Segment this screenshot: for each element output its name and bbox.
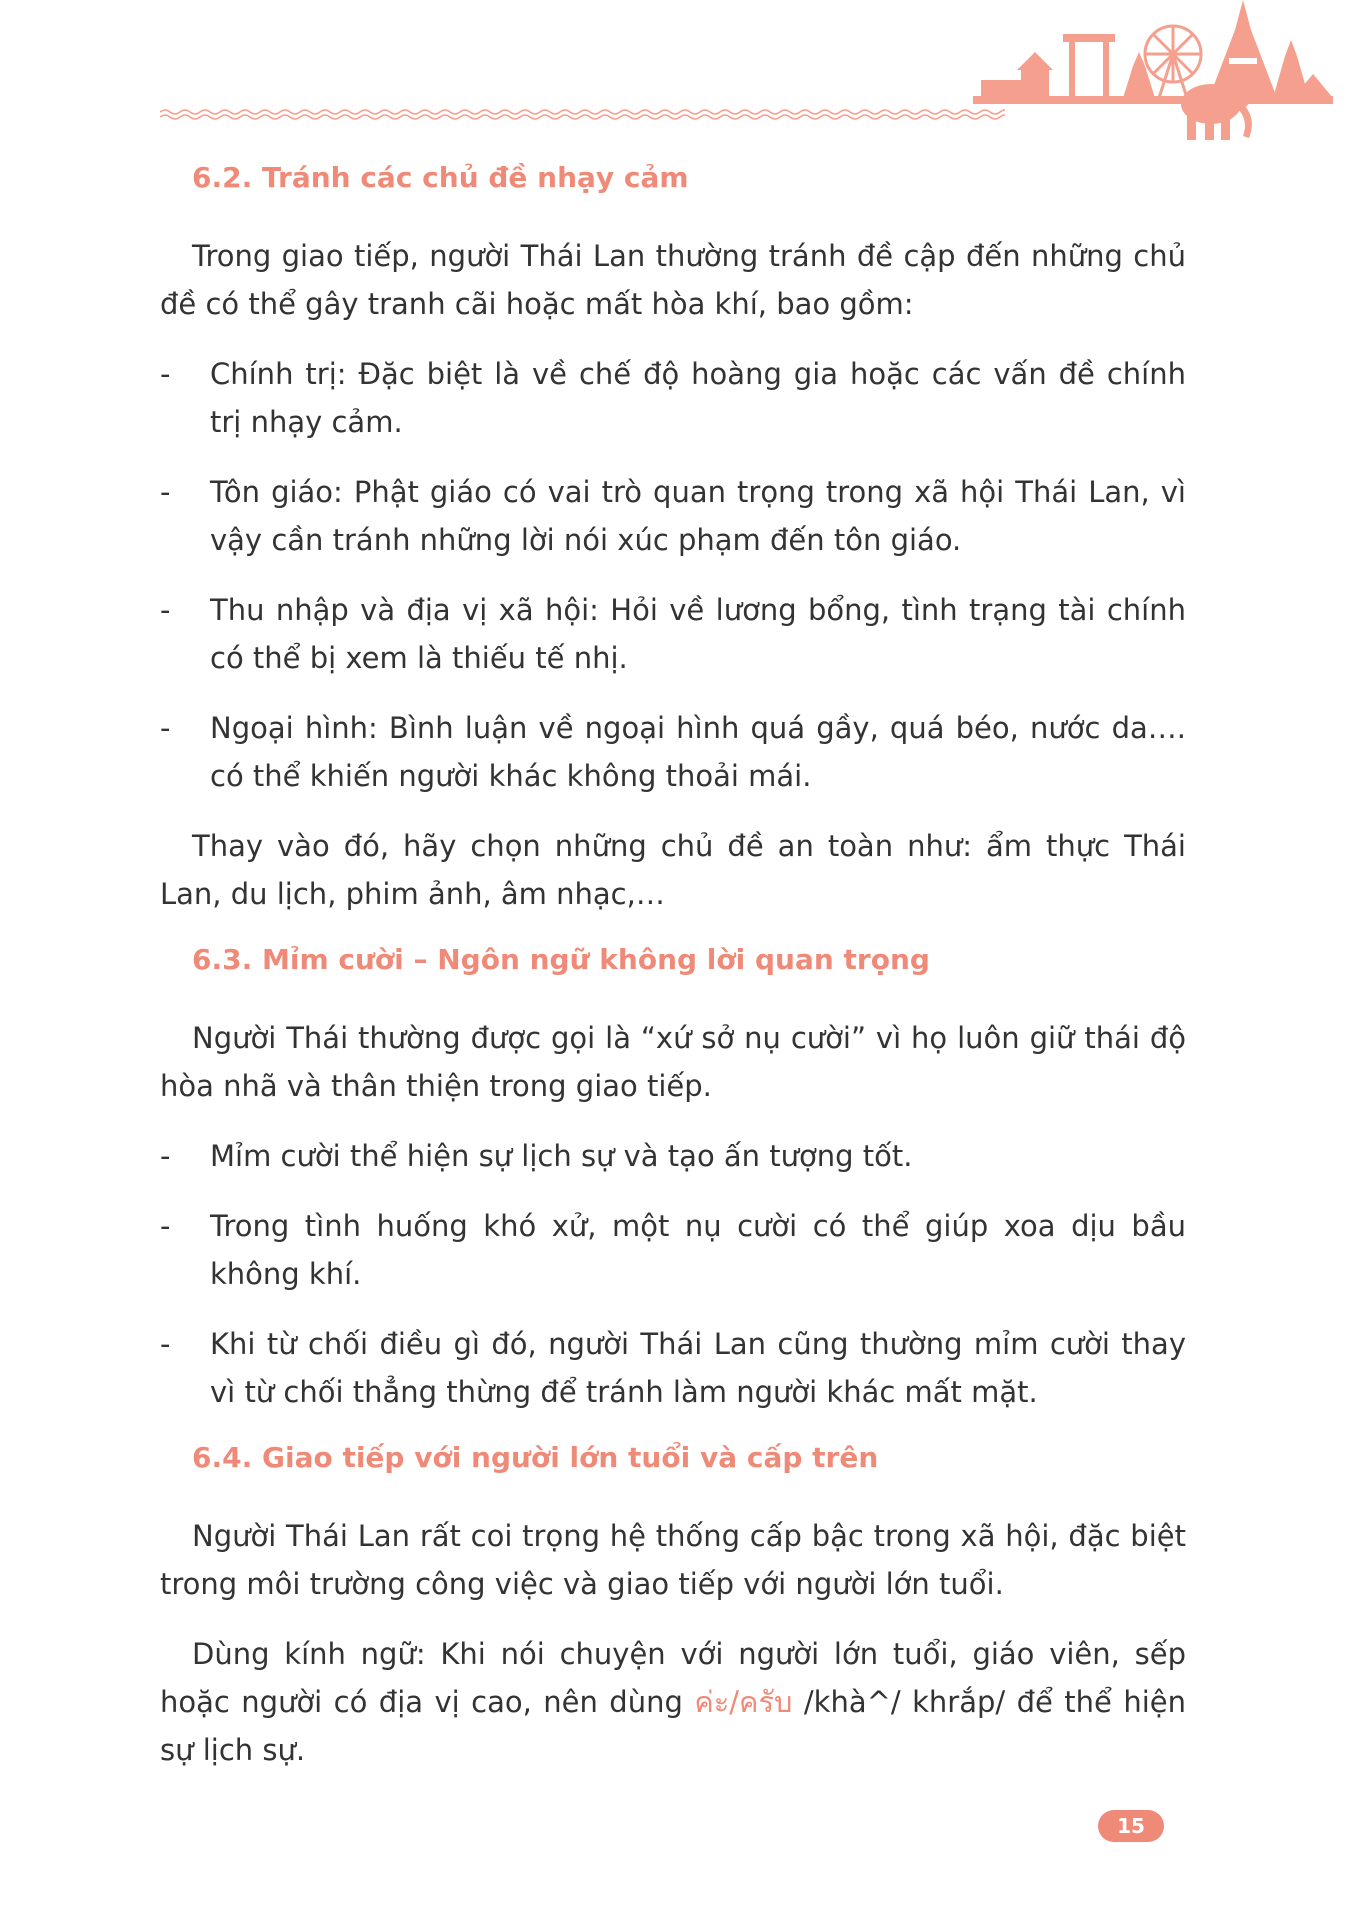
list-item bbox=[160, 350, 1186, 446]
paragraph-text: Dùng kính ngữ: Khi nói chuyện với người lớn tuổi, giáo viên, sếp hoặc người có địa vị cao, nên dùng bbox=[160, 1637, 1186, 1719]
section-heading-6-4: 6.4. Giao tiếp với người lớn tuổi và cấp trên bbox=[192, 1441, 879, 1474]
thai-polite-particles: ค่ะ/ครับ bbox=[694, 1685, 793, 1719]
decorative-wavy-rule bbox=[160, 108, 1005, 120]
list-item-text: Mỉm cười thể hiện sự lịch sự và tạo ấn tượng tốt. bbox=[210, 1139, 913, 1173]
list-item-text: Ngoại hình: Bình luận về ngoại hình quá gầy, quá béo, nước da…. có thể khiến người khác không thoải mái. bbox=[210, 711, 1186, 793]
list-item-text: Chính trị: Đặc biệt là về chế độ hoàng gia hoặc các vấn đề chính trị nhạy cảm. bbox=[210, 357, 1186, 439]
bullet-dash: - bbox=[160, 357, 171, 391]
section-heading-6-3: 6.3. Mỉm cười – Ngôn ngữ không lời quan trọng bbox=[192, 943, 930, 976]
list-item bbox=[160, 468, 1186, 564]
list-item bbox=[160, 1132, 1186, 1180]
paragraph: Thay vào đó, hãy chọn những chủ đề an toàn như: ẩm thực Thái Lan, du lịch, phim ảnh, âm nhạc,… bbox=[160, 829, 1186, 911]
page-number-badge: 15 bbox=[1098, 1810, 1164, 1842]
list-item-text: Thu nhập và địa vị xã hội: Hỏi về lương bổng, tình trạng tài chính có thể bị xem là thiếu tế nhị. bbox=[210, 593, 1186, 675]
list-item bbox=[160, 586, 1186, 682]
paragraph-text: /khà^/ khrắp/ để thể hiện sự lịch sự. bbox=[160, 1685, 1186, 1767]
paragraph: Người Thái thường được gọi là “xứ sở nụ cười” vì họ luôn giữ thái độ hòa nhã và thân thiện trong giao tiếp. bbox=[160, 1021, 1186, 1103]
list-item bbox=[160, 1320, 1186, 1416]
paragraph: Người Thái Lan rất coi trọng hệ thống cấp bậc trong xã hội, đặc biệt trong môi trường công việc và giao tiếp với người lớn tuổi. bbox=[160, 1519, 1186, 1601]
page-content bbox=[160, 158, 1186, 1796]
bullet-dash: - bbox=[160, 593, 171, 627]
list-item bbox=[160, 1202, 1186, 1298]
bullet-dash: - bbox=[160, 711, 171, 745]
polite-particles-paragraph bbox=[160, 1630, 1186, 1774]
bullet-dash: - bbox=[160, 1139, 171, 1173]
bullet-dash: - bbox=[160, 475, 171, 509]
section-heading-6-2: 6.2. Tránh các chủ đề nhạy cảm bbox=[192, 161, 689, 194]
paragraph: Trong giao tiếp, người Thái Lan thường tránh đề cập đến những chủ đề có thể gây tranh cãi hoặc mất hòa khí, bao gồm: bbox=[160, 239, 1186, 321]
bullet-dash: - bbox=[160, 1327, 171, 1361]
thai-skyline-temple-elephant-icon bbox=[973, 0, 1333, 150]
list-item bbox=[160, 704, 1186, 800]
list-item-text: Tôn giáo: Phật giáo có vai trò quan trọng trong xã hội Thái Lan, vì vậy cần tránh những lời nói xúc phạm đến tôn giáo. bbox=[210, 475, 1186, 557]
bullet-dash: - bbox=[160, 1209, 171, 1243]
list-item-text: Trong tình huống khó xử, một nụ cười có thể giúp xoa dịu bầu không khí. bbox=[210, 1209, 1186, 1291]
list-item-text: Khi từ chối điều gì đó, người Thái Lan cũng thường mỉm cười thay vì từ chối thẳng thừng để tránh làm người khác mất mặt. bbox=[210, 1327, 1186, 1409]
